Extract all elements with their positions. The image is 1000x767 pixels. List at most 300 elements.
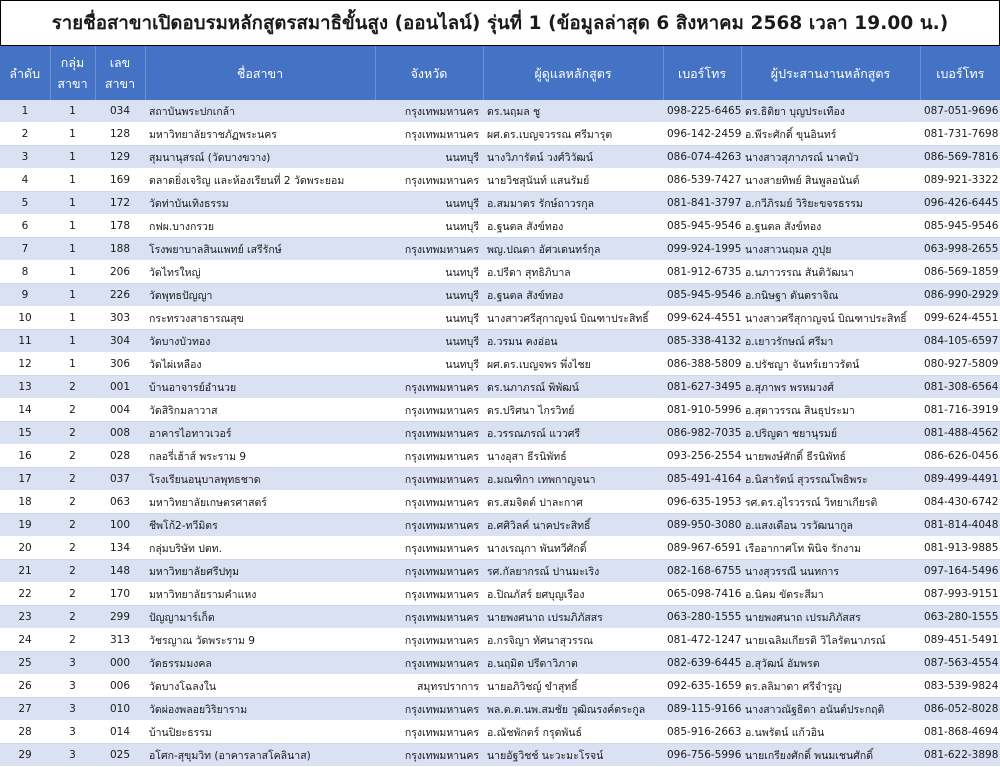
cell-branch-name: วัดบางโฉลงใน [145,675,375,698]
cell-code: 299 [95,606,145,629]
cell-seq: 20 [0,537,50,560]
table-row [0,675,1000,698]
cell-seq: 8 [0,261,50,284]
table-row [0,629,1000,652]
cell-seq: 14 [0,399,50,422]
cell-code: 004 [95,399,145,422]
cell-supervisor: อ.วรรณภรณ์ แววศรี [483,422,663,445]
cell-phone1: 093-256-2554 [663,445,741,468]
table-row [0,238,1000,261]
cell-branch-name: มหาวิทยาลัยเกษตรศาสตร์ [145,491,375,514]
cell-supervisor: อ.สมมาตร รักษ์ถาวรกุล [483,192,663,215]
cell-phone1: 086-388-5809 [663,353,741,376]
cell-group: 3 [50,721,95,744]
cell-phone1: 082-639-6445 [663,652,741,675]
header-code-line2: สาขา [104,76,136,91]
cell-phone2: 087-563-4554 [920,652,1000,675]
cell-branch-name: วัดไทรใหญ่ [145,261,375,284]
cell-seq: 25 [0,652,50,675]
cell-seq: 10 [0,307,50,330]
cell-supervisor: อ.ปิณภัสร์ ยศบุญเรือง [483,583,663,606]
cell-group: 1 [50,123,95,146]
cell-phone1: 099-624-4551 [663,307,741,330]
cell-seq: 3 [0,146,50,169]
cell-supervisor: อ.ณัชพักตร์ กรุดพันธ์ [483,721,663,744]
cell-branch-name: กฟผ.บางกรวย [145,215,375,238]
table-row [0,445,1000,468]
cell-phone1: 089-115-9166 [663,698,741,721]
cell-phone2: 083-539-9824 [920,675,1000,698]
cell-group: 1 [50,146,95,169]
cell-supervisor: ดร.นฤมล ชู [483,100,663,123]
cell-group: 1 [50,169,95,192]
cell-code: 008 [95,422,145,445]
cell-branch-name: กระทรวงสาธารณสุข [145,307,375,330]
cell-group: 2 [50,491,95,514]
branch-table [0,46,1000,767]
cell-coordinator: อ.กวีภิรมย์ วิริยะขจรธรรม [741,192,920,215]
cell-code: 034 [95,100,145,123]
cell-coordinator: ดร.ลลิมาดา ศรีจำรูญ [741,675,920,698]
cell-coordinator: นายพงษ์ศักดิ์ ธีรนิพัทธ์ [741,445,920,468]
table-row [0,261,1000,284]
cell-supervisor: นางสาวศรีสุกาญจน์ บิณฑาประสิทธิ์ [483,307,663,330]
cell-supervisor: อ.นฤมิต ปรีดาวิภาต [483,652,663,675]
cell-coordinator: อ.ปรัชญา จันทร์เยาวรัตน์ [741,353,920,376]
cell-province: กรุงเทพมหานคร [375,583,483,606]
cell-phone1: 081-472-1247 [663,629,741,652]
table-row [0,100,1000,123]
cell-branch-name: ปัญญามาร์เก็ต [145,606,375,629]
cell-phone2: 089-921-3322 [920,169,1000,192]
cell-supervisor: ผศ.ดร.เบญจวรรณ ศรีมารุต [483,123,663,146]
cell-seq: 17 [0,468,50,491]
cell-code: 128 [95,123,145,146]
cell-phone2: 086-052-8028 [920,698,1000,721]
cell-province: กรุงเทพมหานคร [375,468,483,491]
table-row [0,353,1000,376]
cell-code: 206 [95,261,145,284]
cell-phone2: 089-499-4491 [920,468,1000,491]
cell-code: 001 [95,376,145,399]
table-row [0,514,1000,537]
cell-phone2: 081-868-4694 [920,721,1000,744]
cell-province: กรุงเทพมหานคร [375,376,483,399]
cell-province: นนทบุรี [375,192,483,215]
cell-phone2: 081-622-3898 [920,744,1000,767]
header-seq: ลำดับ [0,46,50,100]
cell-supervisor: นางเรณุกา พันทวีศักดิ์ [483,537,663,560]
cell-phone2: 081-731-7698 [920,123,1000,146]
cell-phone2: 097-164-5496 [920,560,1000,583]
cell-code: 313 [95,629,145,652]
cell-supervisor: อ.ฐนตล สังข์ทอง [483,284,663,307]
cell-supervisor: ผศ.ดร.เบญจพร พึ่งไชย [483,353,663,376]
cell-code: 226 [95,284,145,307]
cell-province: สมุทรปราการ [375,675,483,698]
cell-supervisor: พญ.ปณดา อัศวเดนทร์กุล [483,238,663,261]
cell-phone1: 086-982-7035 [663,422,741,445]
cell-supervisor: อ.ฐนตล สังข์ทอง [483,215,663,238]
cell-coordinator: ดร.ธิติยา บุญประเทือง [741,100,920,123]
table-row [0,537,1000,560]
cell-phone2: 084-105-6597 [920,330,1000,353]
cell-group: 2 [50,560,95,583]
cell-code: 148 [95,560,145,583]
cell-seq: 9 [0,284,50,307]
cell-group: 1 [50,284,95,307]
cell-seq: 16 [0,445,50,468]
header-code-line1: เลข [109,55,131,70]
table-row [0,698,1000,721]
table-row [0,192,1000,215]
cell-seq: 29 [0,744,50,767]
cell-coordinator: อ.นิคม ขัดระสีมา [741,583,920,606]
cell-group: 1 [50,215,95,238]
cell-code: 006 [95,675,145,698]
cell-phone2: 063-998-2655 [920,238,1000,261]
cell-seq: 1 [0,100,50,123]
cell-code: 304 [95,330,145,353]
table-row [0,146,1000,169]
cell-phone1: 081-841-3797 [663,192,741,215]
cell-supervisor: ดร.สมจิตต์ ปาละกาศ [483,491,663,514]
header-name: ชื่อสาขา [145,46,375,100]
cell-coordinator: อ.สุดาวรรณ สินธุประมา [741,399,920,422]
cell-branch-name: วัดท่าบันเทิงธรรม [145,192,375,215]
table-row [0,376,1000,399]
cell-branch-name: อาคารไอทาวเวอร์ [145,422,375,445]
cell-supervisor: นายอัฐวิชช์ นะวะมะโรจน์ [483,744,663,767]
cell-province: กรุงเทพมหานคร [375,238,483,261]
cell-province: นนทบุรี [375,284,483,307]
cell-phone2: 085-945-9546 [920,215,1000,238]
cell-coordinator: นางสาวนฤมล ภูปุย [741,238,920,261]
cell-group: 2 [50,422,95,445]
cell-supervisor: อ.กรจิญา ทัศนาสุวรรณ [483,629,663,652]
cell-seq: 11 [0,330,50,353]
cell-supervisor: ดร.ปริศนา ไกรวิทย์ [483,399,663,422]
cell-province: กรุงเทพมหานคร [375,100,483,123]
cell-phone1: 065-098-7416 [663,583,741,606]
cell-group: 2 [50,468,95,491]
cell-seq: 4 [0,169,50,192]
cell-code: 303 [95,307,145,330]
cell-coordinator: นายพงศนาถ เปรมภิภัสสร [741,606,920,629]
cell-supervisor: พล.ต.ต.นพ.สมชัย วุฒิณรงค์ตระกูล [483,698,663,721]
cell-coordinator: อ.นภาวรรณ สันติวัฒนา [741,261,920,284]
table-row [0,606,1000,629]
header-coordinator: ผู้ประสานงานหลักสูตร [741,46,920,100]
cell-branch-name: วัดไผ่เหลือง [145,353,375,376]
cell-province: กรุงเทพมหานคร [375,560,483,583]
cell-group: 2 [50,606,95,629]
table-row [0,215,1000,238]
cell-province: กรุงเทพมหานคร [375,399,483,422]
cell-phone1: 096-756-5996 [663,744,741,767]
cell-supervisor: นายวิชสุนันท์ แสนรัมย์ [483,169,663,192]
cell-phone1: 089-950-3080 [663,514,741,537]
cell-group: 2 [50,376,95,399]
cell-code: 170 [95,583,145,606]
cell-group: 1 [50,353,95,376]
cell-code: 063 [95,491,145,514]
cell-province: กรุงเทพมหานคร [375,123,483,146]
cell-coordinator: อ.ปริญดา ชยานุรมย์ [741,422,920,445]
cell-coordinator: อ.กนิษฐา ตันตราจิณ [741,284,920,307]
cell-branch-name: มหาวิทยาลัยศรีปทุม [145,560,375,583]
cell-code: 169 [95,169,145,192]
cell-phone2: 063-280-1555 [920,606,1000,629]
cell-province: กรุงเทพมหานคร [375,445,483,468]
cell-branch-name: กลุ่มบริษัท ปตท. [145,537,375,560]
table-row [0,307,1000,330]
table-row [0,330,1000,353]
cell-branch-name: สุมนานุสรณ์ (วัดบางขวาง) [145,146,375,169]
table-row [0,491,1000,514]
cell-seq: 5 [0,192,50,215]
cell-coordinator: นางสาวศรีสุกาญจน์ บิณฑาประสิทธิ์ [741,307,920,330]
cell-branch-name: บ้านอาจารย์อำนวย [145,376,375,399]
cell-seq: 19 [0,514,50,537]
cell-coordinator: นางสายทิพย์ สินพูลอนันต์ [741,169,920,192]
cell-province: กรุงเทพมหานคร [375,169,483,192]
cell-phone1: 081-627-3495 [663,376,741,399]
cell-phone1: 063-280-1555 [663,606,741,629]
cell-seq: 18 [0,491,50,514]
cell-phone1: 089-967-6591 [663,537,741,560]
cell-phone2: 086-569-1859 [920,261,1000,284]
cell-seq: 26 [0,675,50,698]
header-row [0,46,1000,100]
header-supervisor: ผู้ดูแลหลักสูตร [483,46,663,100]
header-group-line2: สาขา [57,76,88,91]
cell-supervisor: นางวิภารัตน์ วงศ์วิวัฒน์ [483,146,663,169]
cell-group: 3 [50,744,95,767]
cell-phone2: 081-814-4048 [920,514,1000,537]
cell-group: 1 [50,192,95,215]
cell-phone2: 081-488-4562 [920,422,1000,445]
cell-code: 014 [95,721,145,744]
cell-seq: 21 [0,560,50,583]
cell-phone1: 096-635-1953 [663,491,741,514]
table-row [0,652,1000,675]
cell-province: นนทบุรี [375,146,483,169]
cell-phone1: 086-074-4263 [663,146,741,169]
cell-province: กรุงเทพมหานคร [375,491,483,514]
cell-group: 1 [50,330,95,353]
table-row [0,721,1000,744]
cell-coordinator: นางสาวณัฐธิดา อนันต์ประกฤติ [741,698,920,721]
cell-phone1: 081-912-6735 [663,261,741,284]
cell-coordinator: นางสุวรรณี นนทการ [741,560,920,583]
cell-phone1: 085-916-2663 [663,721,741,744]
table-row [0,169,1000,192]
cell-phone1: 099-924-1995 [663,238,741,261]
cell-phone1: 085-491-4164 [663,468,741,491]
cell-phone2: 081-716-3919 [920,399,1000,422]
cell-group: 1 [50,261,95,284]
cell-coordinator: นายเกรียงศักดิ์ พนมเชนศักดิ์ [741,744,920,767]
cell-phone2: 080-927-5809 [920,353,1000,376]
cell-province: นนทบุรี [375,330,483,353]
cell-seq: 2 [0,123,50,146]
cell-branch-name: สถาบันพระปกเกล้า [145,100,375,123]
header-phone2: เบอร์โทร [920,46,1000,100]
cell-phone1: 096-142-2459 [663,123,741,146]
cell-coordinator: อ.สุภาพร พรหมวงศ์ [741,376,920,399]
cell-supervisor: รศ.กัลยากรณ์ ปานมะเริง [483,560,663,583]
cell-province: กรุงเทพมหานคร [375,514,483,537]
cell-phone2: 081-308-6564 [920,376,1000,399]
cell-supervisor: อ.ปรีดา สุทธิภิบาล [483,261,663,284]
cell-phone2: 096-426-6445 [920,192,1000,215]
cell-branch-name: วัดพุทธปัญญา [145,284,375,307]
table-row [0,560,1000,583]
cell-branch-name: โรงเรียนอนุบาลพุทธชาด [145,468,375,491]
cell-group: 3 [50,652,95,675]
cell-phone1: 085-945-9546 [663,215,741,238]
header-province: จังหวัด [375,46,483,100]
cell-province: นนทบุรี [375,215,483,238]
cell-branch-name: ชีพโก้2-ทวีมิตร [145,514,375,537]
cell-coordinator: เรืออากาศโท พินิจ รักงาม [741,537,920,560]
cell-seq: 12 [0,353,50,376]
table-row [0,284,1000,307]
cell-phone1: 085-338-4132 [663,330,741,353]
cell-coordinator: รศ.ดร.อุไรวรรณ์ วิทยาเกียรติ [741,491,920,514]
cell-code: 172 [95,192,145,215]
table-row [0,422,1000,445]
table-row [0,583,1000,606]
cell-phone2: 089-451-5491 [920,629,1000,652]
cell-branch-name: ตลาดยิ่งเจริญ และห้องเรียนที่ 2 วัดพระยอม [145,169,375,192]
cell-coordinator: อ.แสงเดือน วรวัฒนากูล [741,514,920,537]
cell-phone1: 086-539-7427 [663,169,741,192]
cell-branch-name: วัดบางบัวทอง [145,330,375,353]
cell-coordinator: อ.พีระศักดิ์ ขุนอินทร์ [741,123,920,146]
cell-branch-name: มหาวิทยาลัยรามคำแหง [145,583,375,606]
cell-group: 2 [50,583,95,606]
cell-code: 306 [95,353,145,376]
cell-branch-name: โรงพยาบาลสินแพทย์ เสรีรักษ์ [145,238,375,261]
cell-group: 1 [50,238,95,261]
cell-province: นนทบุรี [375,353,483,376]
cell-group: 2 [50,445,95,468]
cell-coordinator: นางสาวสุภาภรณ์ นาคบัว [741,146,920,169]
cell-province: กรุงเทพมหานคร [375,606,483,629]
cell-supervisor: นายอภิวิชญ์ ขำสุทธิ์ [483,675,663,698]
cell-supervisor: ดร.นภาภรณ์ พิพัฒน์ [483,376,663,399]
cell-supervisor: นางอุสา ธีรนิพัทธ์ [483,445,663,468]
cell-branch-name: มหาวิทยาลัยราชภัฏพระนคร [145,123,375,146]
cell-supervisor: อ.ศศิวิลค์ นาคประสิทธิ์ [483,514,663,537]
table-row [0,123,1000,146]
cell-branch-name: วัดสิริกมลาวาส [145,399,375,422]
cell-code: 000 [95,652,145,675]
cell-group: 1 [50,307,95,330]
table-body [0,100,1000,767]
cell-phone1: 082-168-6755 [663,560,741,583]
cell-group: 1 [50,100,95,123]
table-row [0,399,1000,422]
cell-branch-name: บ้านปิยะธรรม [145,721,375,744]
cell-phone2: 086-626-0456 [920,445,1000,468]
cell-group: 2 [50,514,95,537]
cell-group: 2 [50,629,95,652]
cell-coordinator: นายเฉลิมเกียรติ วิไลรัตนาภรณ์ [741,629,920,652]
header-code [95,46,145,100]
cell-code: 178 [95,215,145,238]
cell-group: 3 [50,698,95,721]
cell-seq: 24 [0,629,50,652]
cell-phone2: 081-913-9885 [920,537,1000,560]
cell-seq: 13 [0,376,50,399]
cell-coordinator: อ.นพรัตน์ แก้วอิน [741,721,920,744]
header-group [50,46,95,100]
cell-coordinator: อ.ฐนตล สังข์ทอง [741,215,920,238]
table-row [0,468,1000,491]
table-row [0,744,1000,767]
cell-phone1: 098-225-6465 [663,100,741,123]
cell-code: 028 [95,445,145,468]
cell-code: 037 [95,468,145,491]
cell-phone1: 085-945-9546 [663,284,741,307]
cell-branch-name: วัดผ่องพลอยวิริยาราม [145,698,375,721]
cell-phone2: 086-990-2929 [920,284,1000,307]
cell-province: นนทบุรี [375,307,483,330]
cell-province: กรุงเทพมหานคร [375,629,483,652]
cell-code: 134 [95,537,145,560]
cell-group: 2 [50,399,95,422]
cell-province: กรุงเทพมหานคร [375,422,483,445]
cell-phone2: 084-430-6742 [920,491,1000,514]
cell-province: นนทบุรี [375,261,483,284]
cell-province: กรุงเทพมหานคร [375,744,483,767]
cell-phone2: 087-051-9696 [920,100,1000,123]
cell-province: กรุงเทพมหานคร [375,652,483,675]
cell-province: กรุงเทพมหานคร [375,721,483,744]
cell-seq: 6 [0,215,50,238]
cell-group: 2 [50,537,95,560]
page-title: รายชื่อสาขาเปิดอบรมหลักสูตรสมาธิขั้นสูง (ออนไลน์) รุ่นที่ 1 (ข้อมูลล่าสุด 6 สิงหาคม 2568 เวลา 19.00 น.) [0,0,1000,46]
cell-branch-name: วัดธรรมมงคล [145,652,375,675]
cell-code: 129 [95,146,145,169]
cell-branch-name: กลอรี่เฮ้าส์ พระราม 9 [145,445,375,468]
cell-branch-name: อโศก-สุขุมวิท (อาคารลาสโคลินาส) [145,744,375,767]
cell-supervisor: อ.วรมน คงอ่อน [483,330,663,353]
cell-code: 188 [95,238,145,261]
cell-province: กรุงเทพมหานคร [375,698,483,721]
cell-group: 3 [50,675,95,698]
cell-seq: 7 [0,238,50,261]
cell-seq: 15 [0,422,50,445]
cell-seq: 28 [0,721,50,744]
cell-supervisor: นายพงศนาถ เปรมภิภัสสร [483,606,663,629]
cell-province: กรุงเทพมหานคร [375,537,483,560]
header-group-line1: กลุ่ม [60,55,85,70]
cell-code: 100 [95,514,145,537]
cell-seq: 23 [0,606,50,629]
cell-phone1: 092-635-1659 [663,675,741,698]
cell-phone2: 087-993-9151 [920,583,1000,606]
cell-phone2: 099-624-4551 [920,307,1000,330]
cell-coordinator: อ.นิสารัตน์ สุวรรณโพธิพระ [741,468,920,491]
cell-supervisor: อ.มณฑิกา เทพกาญจนา [483,468,663,491]
cell-coordinator: อ.สุวัฒน์ อัมพรต [741,652,920,675]
cell-seq: 22 [0,583,50,606]
header-phone1: เบอร์โทร [663,46,741,100]
